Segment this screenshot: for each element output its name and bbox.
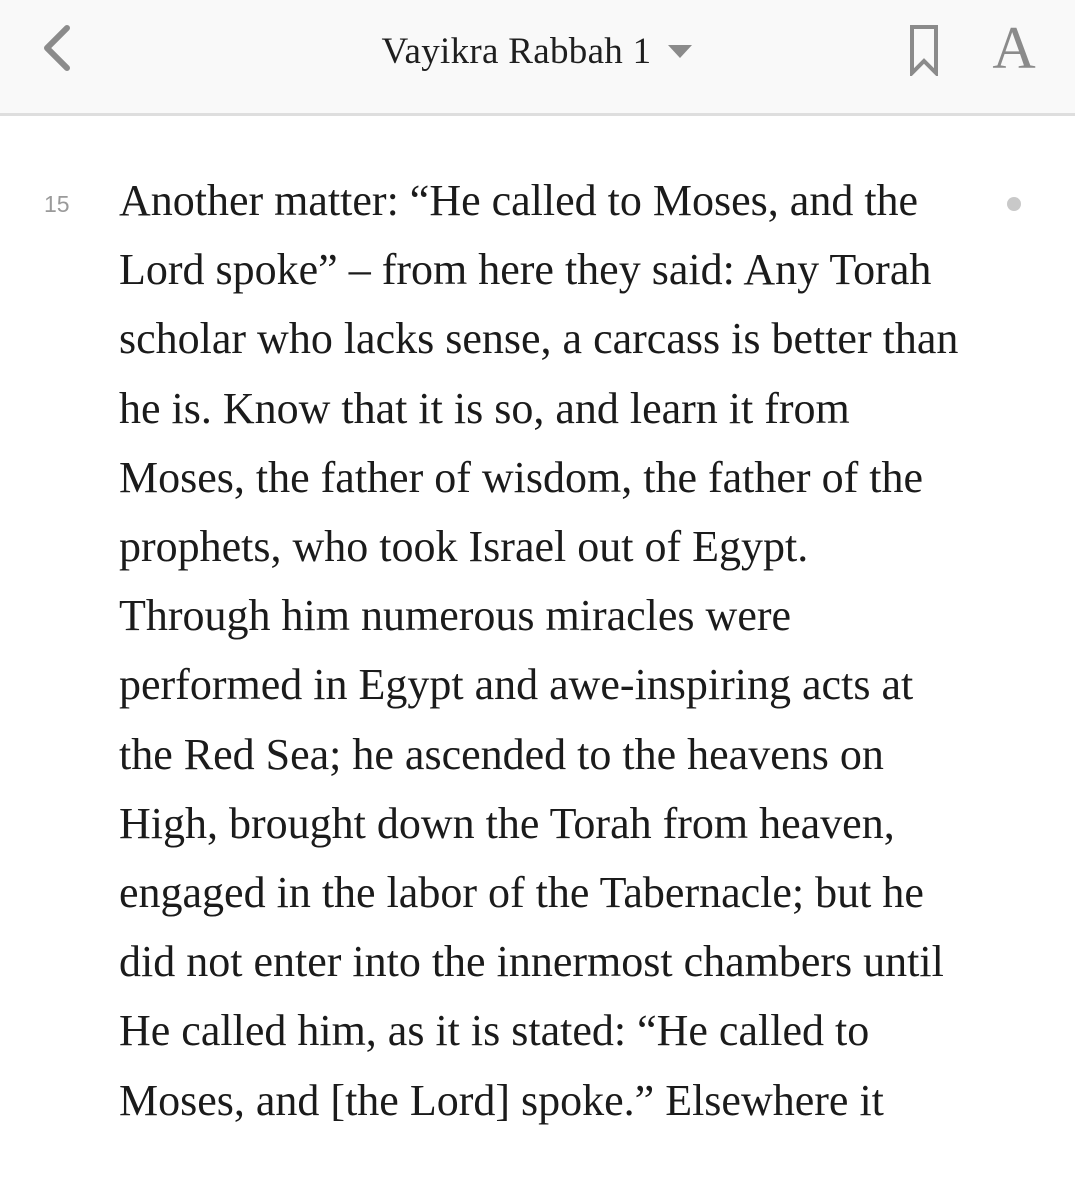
bookmark-icon: [908, 24, 940, 76]
segment-number: 15: [44, 191, 70, 217]
book-title: Vayikra Rabbah 1: [381, 30, 652, 72]
caret-down-icon: [667, 44, 693, 60]
segment-marker-dot[interactable]: [1007, 197, 1021, 211]
top-bar: [0, 0, 1075, 116]
segment-text: Another matter: “He called to Moses, and the Lord spoke” – from here they said: Any Torah scholar who lacks sense, a carcass is better than he is. Know that it is so, and learn it from Moses, the father of wisdom, the father of the prophets, who took Israel out of Egypt. Through him numerous miracles were performed in Egypt and awe-inspiring acts at the Red Sea; he ascended to the heavens on High, brought down the Torah from heaven, engaged in the labor of the Tabernacle; but he did not enter into the innermost chambers until He called him, as it is stated: “He called to Moses, and [the Lord] spoke.” Elsewhere it: [119, 176, 959, 1125]
bookmark-button[interactable]: [904, 22, 944, 78]
reader-content: [0, 119, 1075, 1200]
font-settings-button[interactable]: A: [992, 15, 1036, 81]
